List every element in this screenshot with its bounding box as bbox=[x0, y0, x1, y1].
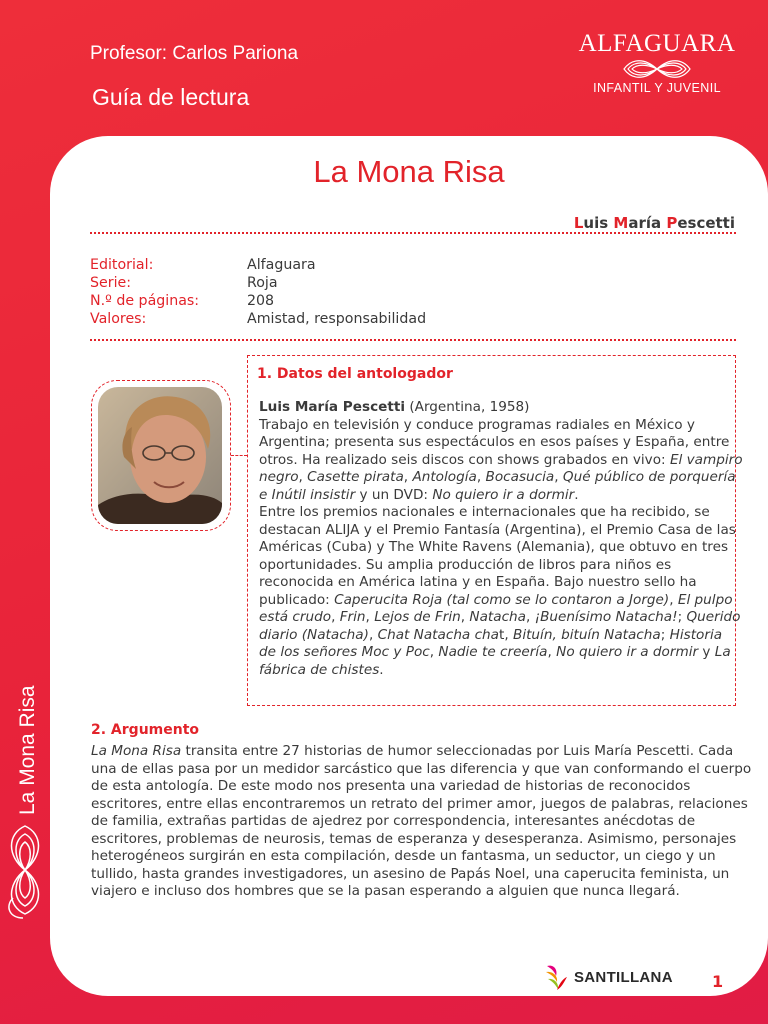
italic-title: Caperucita Roja (tal como se lo contaron a Jorge) bbox=[334, 591, 670, 608]
text-run: , bbox=[429, 644, 439, 660]
author-photo-frame bbox=[91, 380, 231, 531]
italic-title: Bocasucia bbox=[485, 469, 555, 485]
author-initial: L bbox=[573, 214, 584, 232]
author-origin: (Argentina, 1958) bbox=[405, 399, 530, 415]
book-title: La Mona Risa bbox=[313, 154, 505, 189]
fact-value: Roja bbox=[247, 275, 278, 291]
fact-value: 208 bbox=[247, 293, 275, 309]
text-run: , bbox=[526, 609, 535, 625]
text-run: transita entre 27 historias de humor seleccionadas por Luis María Pescetti. Cada una de ellas pasa por un medidor sarcástico que las diferencia y que van conformando el cuerpo de esta antología. De este modo nos presenta una variedad de historias de reconocidos escritores, entre ellas encontraremos un retrato del primer amor, juegos de palabras, relaciones de familia, extrañas partidas de ajedrez por correspondencia, interesantes anécdotas de escritores, problemas de neurosis, temas de esperanza y desesperanza. Asimismo, personajes heterogéneos surgirán en esta compilación, desde un fantasma, un seductor, un ciego y un tullido, hasta grandes investigadores, un asesino de Papás Noel, una caperucita feminista, un viajero e incluso dos hombres que se la pasan esperando a alguien que nunca llegará. bbox=[91, 743, 752, 899]
author-part: aría bbox=[628, 214, 667, 232]
italic-title: Natacha bbox=[469, 609, 526, 625]
content-card bbox=[50, 136, 768, 996]
author-initial: M bbox=[613, 214, 629, 232]
italic-title: Historia de los señores Moc y Poc bbox=[259, 626, 723, 660]
text-run: . bbox=[574, 486, 579, 503]
italic-title: Chat Natacha cha bbox=[377, 626, 500, 643]
text-run: , bbox=[554, 469, 563, 485]
text-run: , bbox=[331, 609, 340, 625]
italic-title: La fábrica de chistes bbox=[259, 644, 731, 678]
alfaguara-logo bbox=[572, 30, 742, 95]
fact-key: N.º de páginas: bbox=[90, 293, 200, 309]
italic-title: Antología bbox=[412, 469, 477, 485]
italic-title: El pulpo está crudo bbox=[259, 591, 733, 625]
brand-word: SANTILLANA bbox=[574, 968, 673, 986]
author-initial: P bbox=[666, 214, 678, 232]
side-book-title: La Mona Risa bbox=[16, 685, 39, 815]
italic-title: Nadie te creería bbox=[438, 644, 548, 660]
fact-row bbox=[90, 274, 426, 292]
infinity-knot-icon bbox=[5, 820, 45, 920]
italic-title: Casette pirata bbox=[307, 469, 404, 485]
italic-title: La Mona Risa bbox=[91, 743, 182, 759]
dotted-divider bbox=[90, 339, 736, 341]
fact-value: Alfaguara bbox=[247, 257, 316, 273]
book-facts bbox=[90, 256, 426, 328]
book-author bbox=[574, 214, 735, 232]
text-run: y un DVD: bbox=[355, 486, 433, 503]
author-part: uis bbox=[583, 214, 614, 232]
italic-title: Frin bbox=[339, 609, 366, 625]
author-photo bbox=[98, 387, 222, 524]
author-part: escetti bbox=[677, 214, 735, 232]
text-run: ; bbox=[677, 609, 687, 625]
fact-key: Serie: bbox=[90, 275, 132, 291]
fact-key: Editorial: bbox=[90, 257, 154, 273]
dotted-divider bbox=[90, 232, 736, 234]
bio-paragraphs bbox=[259, 417, 743, 678]
italic-title: No quiero ir a dormir bbox=[556, 644, 699, 660]
italic-title: Qué público de porquería e Inútil insistir bbox=[259, 469, 736, 503]
author-name: Luis María Pescetti bbox=[259, 399, 406, 415]
fact-row bbox=[90, 310, 426, 328]
text-run: t, bbox=[499, 626, 513, 643]
text-run: , bbox=[365, 609, 375, 625]
text-run: ; bbox=[660, 626, 670, 643]
guide-label: Guía de lectura bbox=[92, 84, 250, 110]
italic-title: Querido diario (Natacha) bbox=[259, 609, 741, 643]
argument-text bbox=[91, 743, 759, 901]
text-run: , bbox=[298, 469, 308, 485]
page-number: 1 bbox=[712, 972, 724, 991]
logo-word: ALFAGUARA bbox=[578, 30, 736, 57]
teacher-name: Profesor: Carlos Pariona bbox=[90, 43, 299, 64]
section-heading: 2. Argumento bbox=[91, 722, 200, 738]
text-run: Entre los premios nacionales e internacionales que ha recibido, se destacan ALIJA y el Premio Fantasía (Argentina), el Premio Casa de las Américas (Cuba) y The White Ravens (Alemania), que obtuvo en tres oportunidades. Su amplia producción de libros para niños es reconocida en América latina y en España. Bajo nuestro sello ha publicado: bbox=[259, 504, 736, 608]
italic-title: Lejos de Frin bbox=[374, 609, 461, 625]
photo-connector bbox=[231, 455, 247, 456]
italic-title: El vampiro negro bbox=[259, 451, 743, 485]
fact-row bbox=[90, 292, 426, 310]
section-heading: 1. Datos del antologador bbox=[257, 366, 453, 382]
logo-subtitle: INFANTIL Y JUVENIL bbox=[593, 81, 721, 95]
fact-value: Amistad, responsabilidad bbox=[247, 311, 427, 327]
author-bio-text bbox=[259, 399, 743, 679]
santillana-brand bbox=[544, 962, 673, 992]
text-run: , bbox=[669, 591, 678, 608]
text-run: y bbox=[698, 644, 715, 660]
fact-row bbox=[90, 256, 426, 274]
text-run: , bbox=[547, 644, 557, 660]
italic-title: ¡Buenísimo Natacha! bbox=[534, 609, 678, 625]
italic-title: No quiero ir a dormir bbox=[432, 486, 575, 503]
italic-title: Bituín, bituín Natacha bbox=[513, 626, 661, 643]
text-run: Trabajo en televisión y conduce programas radiales en México y Argentina; presenta sus espectáculos en esos países y España, entre otros. Ha realizado seis discos con shows grabados en vivo: bbox=[259, 416, 730, 468]
author-bio-box bbox=[247, 355, 743, 706]
text-run: . bbox=[379, 661, 384, 678]
infinity-knot-icon bbox=[620, 58, 694, 80]
text-run: , bbox=[403, 469, 413, 485]
text-run: , bbox=[368, 626, 378, 643]
santillana-flame-icon bbox=[544, 962, 568, 992]
text-run: , bbox=[476, 469, 486, 485]
text-run: , bbox=[460, 609, 470, 625]
fact-key: Valores: bbox=[90, 311, 147, 327]
